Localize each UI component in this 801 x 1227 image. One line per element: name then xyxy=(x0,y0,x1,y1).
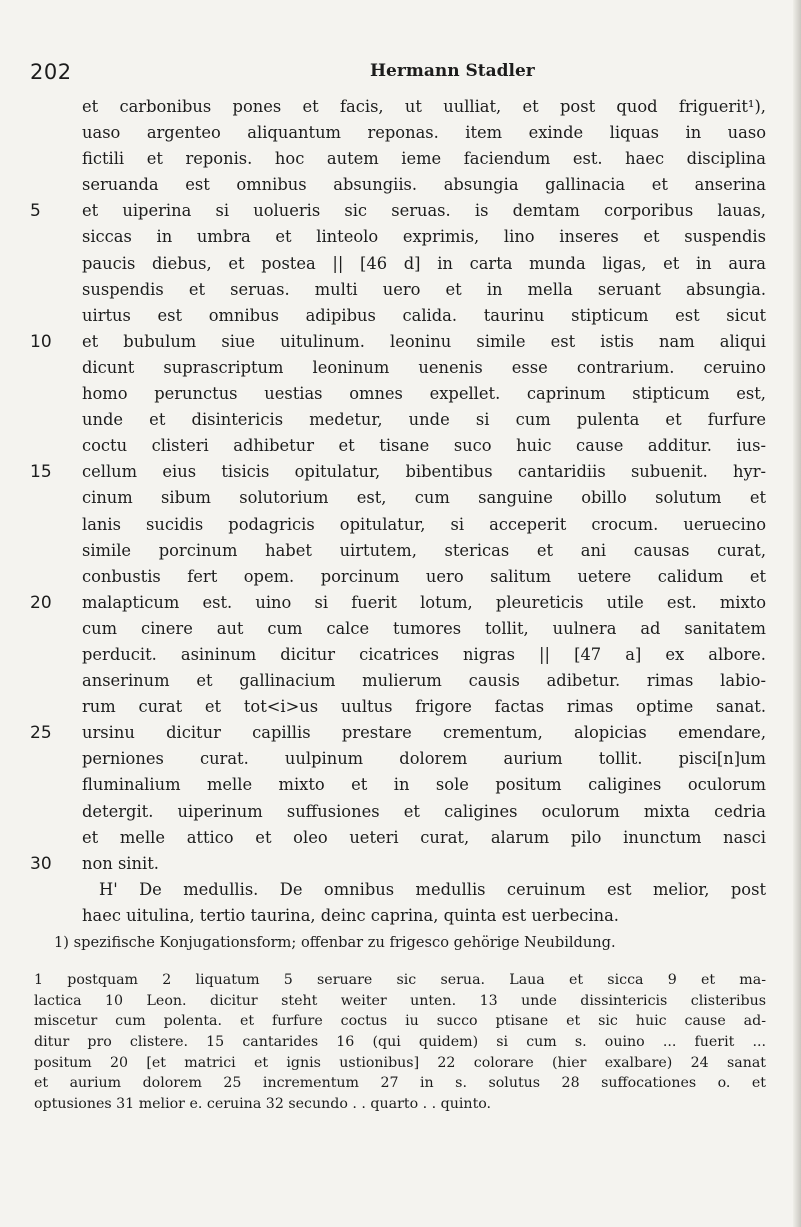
line-text: cellum eius tisicis opitulatur, bibentibus cantaridiis subuenit. hyr- xyxy=(82,462,766,482)
line-text: cinum sibum solutorium est, cum sanguine obillo solutum et xyxy=(82,488,766,508)
text-line xyxy=(0,459,801,485)
text-line xyxy=(0,590,801,616)
line-text: et carbonibus pones et facis, ut uulliat, et post quod friguerit¹), xyxy=(82,97,766,116)
text-line xyxy=(0,94,801,120)
line-text: fluminalium melle mixto et in sole positum caligines oculorum xyxy=(82,775,766,795)
text-line xyxy=(0,720,801,746)
running-head: Hermann Stadler xyxy=(370,61,535,81)
line-text: seruanda est omnibus absungiis. absungia gallinacia et anserina xyxy=(82,175,766,195)
text-line xyxy=(0,251,801,277)
text-line xyxy=(0,407,801,433)
text-line xyxy=(0,903,801,929)
line-text: et melle attico et oleo ueteri curat, alarum pilo inunctum nasci xyxy=(82,827,766,847)
line-text: uaso argenteo aliquantum reponas. item exinde liquas in uaso xyxy=(82,123,766,143)
text-line xyxy=(0,616,801,642)
line-text: coctu clisteri adhibetur et tisane suco huic cause additur. ius- xyxy=(82,436,766,456)
apparatus-line: miscetur cum polenta. et furfure coctus iu succo ptisane et sic huic cause ad- xyxy=(34,1013,766,1030)
text-line xyxy=(0,485,801,511)
text-line xyxy=(0,512,801,538)
line-text: ursinu dicitur capillis prestare crementum, alopicias emendare, xyxy=(82,723,766,743)
line-text: malapticum est. uino si fuerit lotum, pleureticis utile est. mixto xyxy=(82,592,766,612)
text-line xyxy=(0,538,801,564)
main-text xyxy=(0,94,801,929)
line-text: perducit. asininum dicitur cicatrices nigras || [47 a] ex albore. xyxy=(82,644,766,664)
text-line xyxy=(0,746,801,772)
text-line xyxy=(0,224,801,250)
apparatus-line: 1 postquam 2 liquatum 5 seruare sic serua. Laua et sicca 9 et ma- xyxy=(34,972,766,988)
text-line xyxy=(0,172,801,198)
line-text: cum cinere aut cum calce tumores tollit, uulnera ad sanitatem xyxy=(82,618,766,638)
line-number: 30 xyxy=(30,853,52,874)
page-number: 202 xyxy=(30,60,72,84)
text-line xyxy=(0,198,801,224)
text-line xyxy=(0,146,801,172)
text-line xyxy=(0,799,801,825)
text-line xyxy=(0,329,801,355)
line-text: non sinit. xyxy=(82,853,159,873)
line-number: 15 xyxy=(30,462,52,483)
text-line xyxy=(0,277,801,303)
text-line xyxy=(0,381,801,407)
section-heading-line: H' De medullis. De omnibus medullis ceruinum est melior, post xyxy=(99,879,766,899)
line-text: uirtus est omnibus adipibus calida. taurinu stipticum est sicut xyxy=(82,305,766,325)
line-number: 20 xyxy=(30,592,52,613)
line-text: lanis sucidis podagricis opitulatur, si acceperit crocum. ueruecino xyxy=(82,514,766,534)
text-line xyxy=(0,825,801,851)
line-text: et uiperina si uolueris sic seruas. is demtam corporibus lauas, xyxy=(82,201,766,221)
text-line xyxy=(0,642,801,668)
text-line xyxy=(0,120,801,146)
apparatus-line: et aurium dolorem 25 incrementum 27 in s. solutus 28 suffocationes o. et xyxy=(34,1075,766,1092)
line-text: fictili et reponis. hoc autem ieme faciendum est. haec disciplina xyxy=(82,149,766,169)
line-text: homo perunctus uestias omnes expellet. caprinum stipticum est, xyxy=(82,384,766,404)
text-line xyxy=(0,772,801,798)
critical-apparatus xyxy=(34,970,766,1115)
line-text: dicunt suprascriptum leoninum uenenis esse contrarium. ceruino xyxy=(82,357,766,377)
text-line xyxy=(0,355,801,381)
line-text: paucis diebus, et postea || [46 d] in carta munda ligas, et in aura xyxy=(82,253,766,273)
line-text: perniones curat. uulpinum dolorem aurium tollit. pisci[n]um xyxy=(82,749,766,769)
text-line xyxy=(0,564,801,590)
text-line xyxy=(0,303,801,329)
line-text: unde et disintericis medetur, unde si cum pulenta et furfure xyxy=(82,410,766,430)
text-line xyxy=(0,877,801,903)
apparatus-line: optusiones 31 melior e. ceruina 32 secundo . . quarto . . quinto. xyxy=(34,1096,492,1113)
line-text: anserinum et gallinacium mulierum causis adibetur. rimas labio- xyxy=(82,671,766,691)
line-text: rum curat et tot<i>us uultus frigore factas rimas optime sanat. xyxy=(82,697,766,717)
apparatus-line: positum 20 [et matrici et ignis ustionibus] 22 colorare (hier exalbare) 24 sanat xyxy=(34,1054,766,1071)
line-text: conbustis fert opem. porcinum uero salitum uetere calidum et xyxy=(82,566,766,586)
text-line xyxy=(0,694,801,720)
text-line xyxy=(0,433,801,459)
line-text: et bubulum siue uitulinum. leoninu simile est istis nam aliqui xyxy=(82,331,766,351)
apparatus-line: ditur pro clistere. 15 cantarides 16 (qui quidem) si cum s. ouino ... fuerit ... xyxy=(34,1034,766,1051)
page-header xyxy=(0,60,801,90)
text-line xyxy=(0,851,801,877)
footnote: 1) spezifische Konjugationsform; offenbar zu frigesco gehörige Neubildung. xyxy=(54,934,616,951)
text-line xyxy=(0,668,801,694)
line-number: 25 xyxy=(30,723,52,744)
line-number: 10 xyxy=(30,331,52,352)
line-text: simile porcinum habet uirtutem, stericas et ani causas curat, xyxy=(82,540,766,560)
line-number: 5 xyxy=(30,201,41,222)
apparatus-line: lactica 10 Leon. dicitur steht weiter unten. 13 unde dissintericis clisteribus xyxy=(34,992,766,1009)
line-text: haec uitulina, tertio taurina, deinc caprina, quinta est uerbecina. xyxy=(82,905,619,925)
line-text: detergit. uiperinum suffusiones et caligines oculorum mixta cedria xyxy=(82,801,766,821)
line-text: siccas in umbra et linteolo exprimis, lino inseres et suspendis xyxy=(82,227,766,247)
line-text: suspendis et seruas. multi uero et in mella seruant absungia. xyxy=(82,279,766,299)
